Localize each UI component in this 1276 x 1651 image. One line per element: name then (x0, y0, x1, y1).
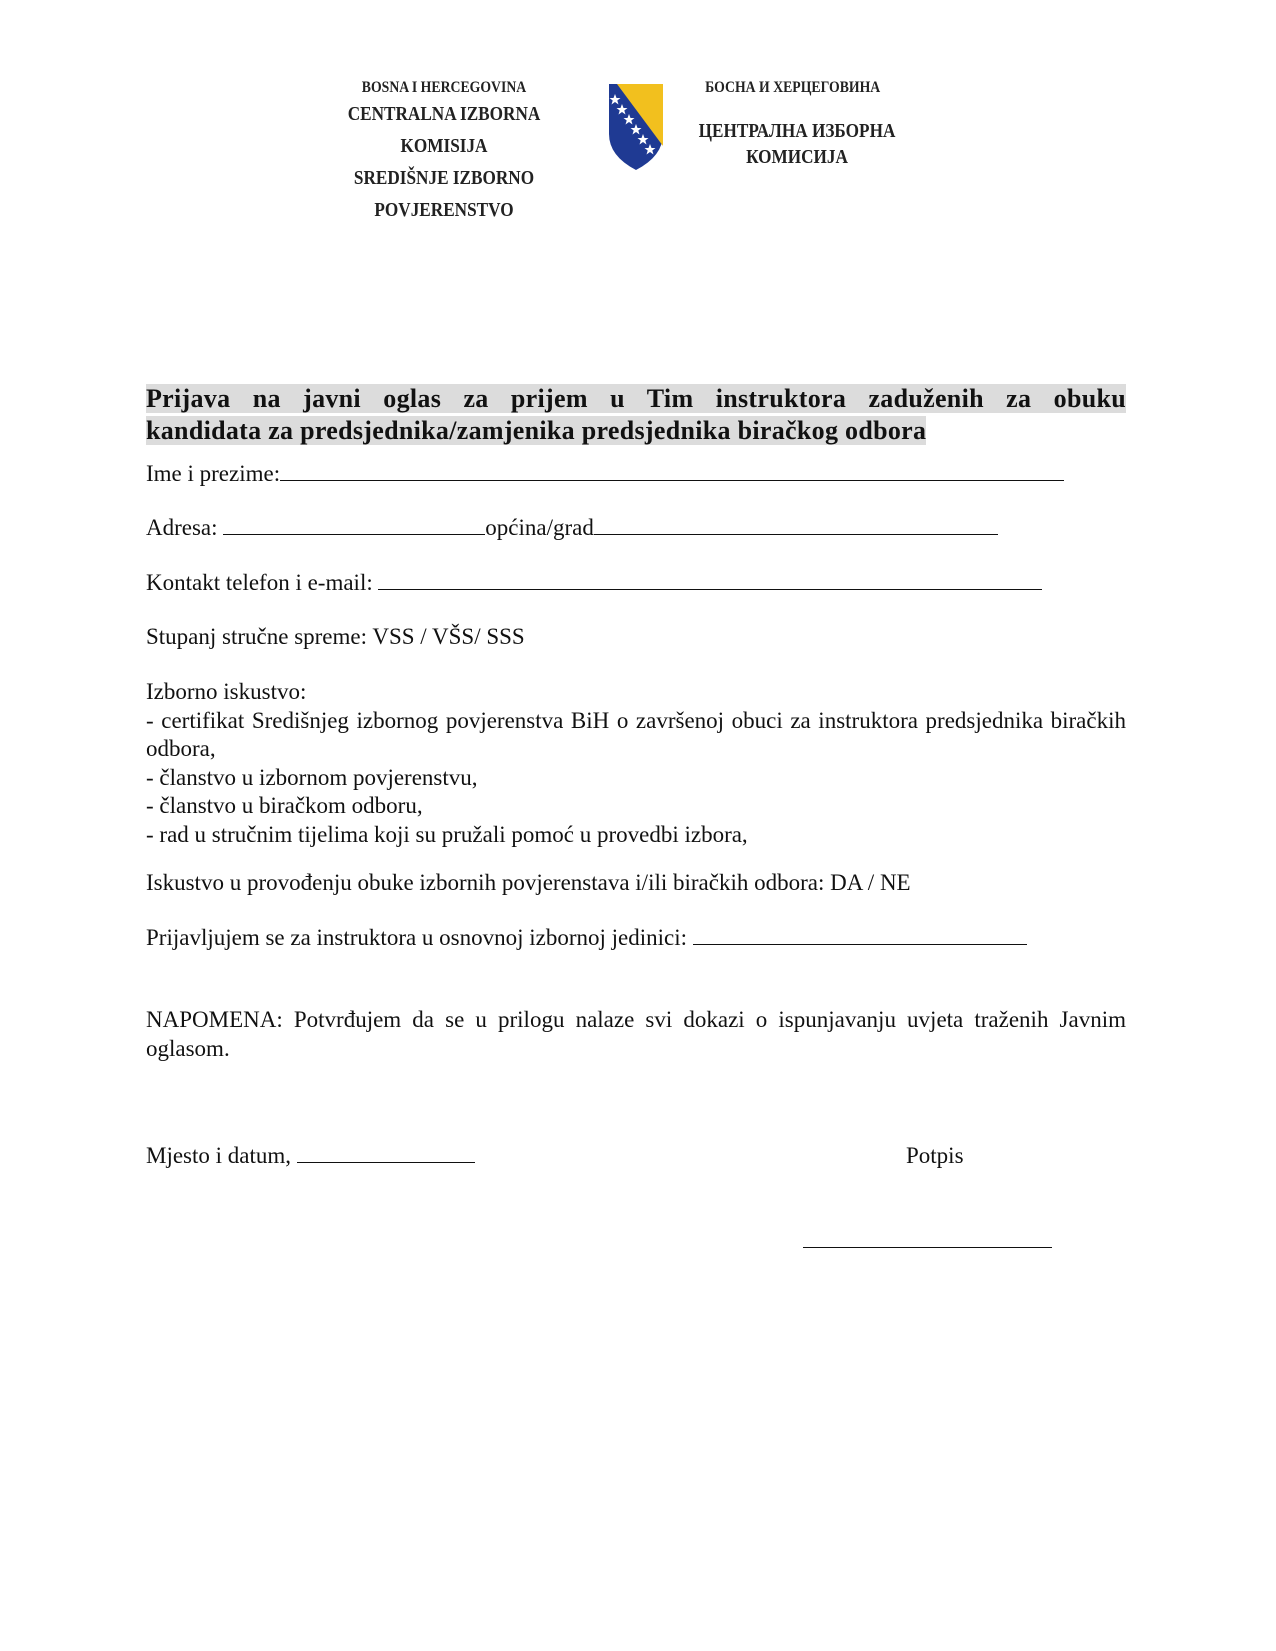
header-left (317, 78, 572, 226)
place-date-field (146, 1142, 475, 1170)
municipality-label: općina/grad (485, 515, 594, 540)
education-field: Stupanj stručne spreme: VSS / VŠS/ SSS (146, 624, 525, 649)
signature-line[interactable] (803, 1247, 1052, 1248)
name-field (146, 460, 1064, 488)
coat-of-arms-icon (609, 84, 663, 170)
header-country-cyrillic: БОСНА И ХЕРЦЕГОВИНА (705, 79, 881, 96)
experience-heading: Izborno iskustvo: (146, 679, 307, 704)
title-line-1: Prijava na javni oglas za prijem u Tim instruktora zaduženih za obuku (146, 384, 1126, 413)
contact-label: Kontakt telefon i e-mail: (146, 570, 379, 595)
contact-field (146, 569, 1042, 597)
place-date-input-line[interactable] (297, 1142, 475, 1163)
header-commission-cyrillic: ЦЕНТРАЛНА ИЗБОРНА КОМИСИЈА (698, 120, 896, 168)
address-input-line[interactable] (223, 514, 485, 535)
note: NAPOMENA: Potvrđujem da se u prilogu nalaze svi dokazi o ispunjavanju uvjeta traženih Javnim oglasom. (146, 1007, 1126, 1061)
address-label: Adresa: (146, 515, 224, 540)
name-input-line[interactable] (280, 460, 1064, 481)
header-country-latin: BOSNA I HERCEGOVINA (361, 79, 527, 96)
experience-item: - rad u stručnim tijelima koji su pružali pomoć u provedbi izbora, (146, 821, 748, 847)
header-commission-latin: CENTRALNA IZBORNA KOMISIJA (347, 103, 541, 157)
form-title (146, 383, 1126, 447)
municipality-input-line[interactable] (594, 514, 998, 535)
electoral-unit-input-line[interactable] (693, 924, 1027, 945)
contact-input-line[interactable] (378, 569, 1042, 590)
name-label: Ime i prezime: (146, 461, 281, 486)
title-line-2: kandidata za predsjednika/zamjenika predsjednika biračkog odbora (146, 416, 927, 445)
header-commission-croatian: SREDIŠNJE IZBORNO POVJERENSTVO (353, 167, 535, 221)
experience-item: - članstvo u biračkom odboru, (146, 793, 423, 818)
signature-label: Potpis (906, 1143, 964, 1168)
electoral-unit-field (146, 924, 1027, 952)
training-experience-field: Iskustvo u provođenju obuke izbornih povjerenstava i/ili biračkih odbora: DA / NE (146, 870, 911, 895)
header-right (668, 78, 926, 170)
experience-item: - certifikat Središnjeg izbornog povjerenstva BiH o završenoj obuci za instruktora predsjednika biračkih odbora, (146, 707, 1126, 761)
experience-section (146, 678, 1126, 849)
experience-item: - članstvo u izbornom povjerenstvu, (146, 764, 478, 790)
place-date-label: Mjesto i datum, (146, 1143, 297, 1168)
electoral-unit-label: Prijavljujem se za instruktora u osnovnoj izbornoj jedinici: (146, 925, 693, 950)
address-field (146, 514, 998, 542)
